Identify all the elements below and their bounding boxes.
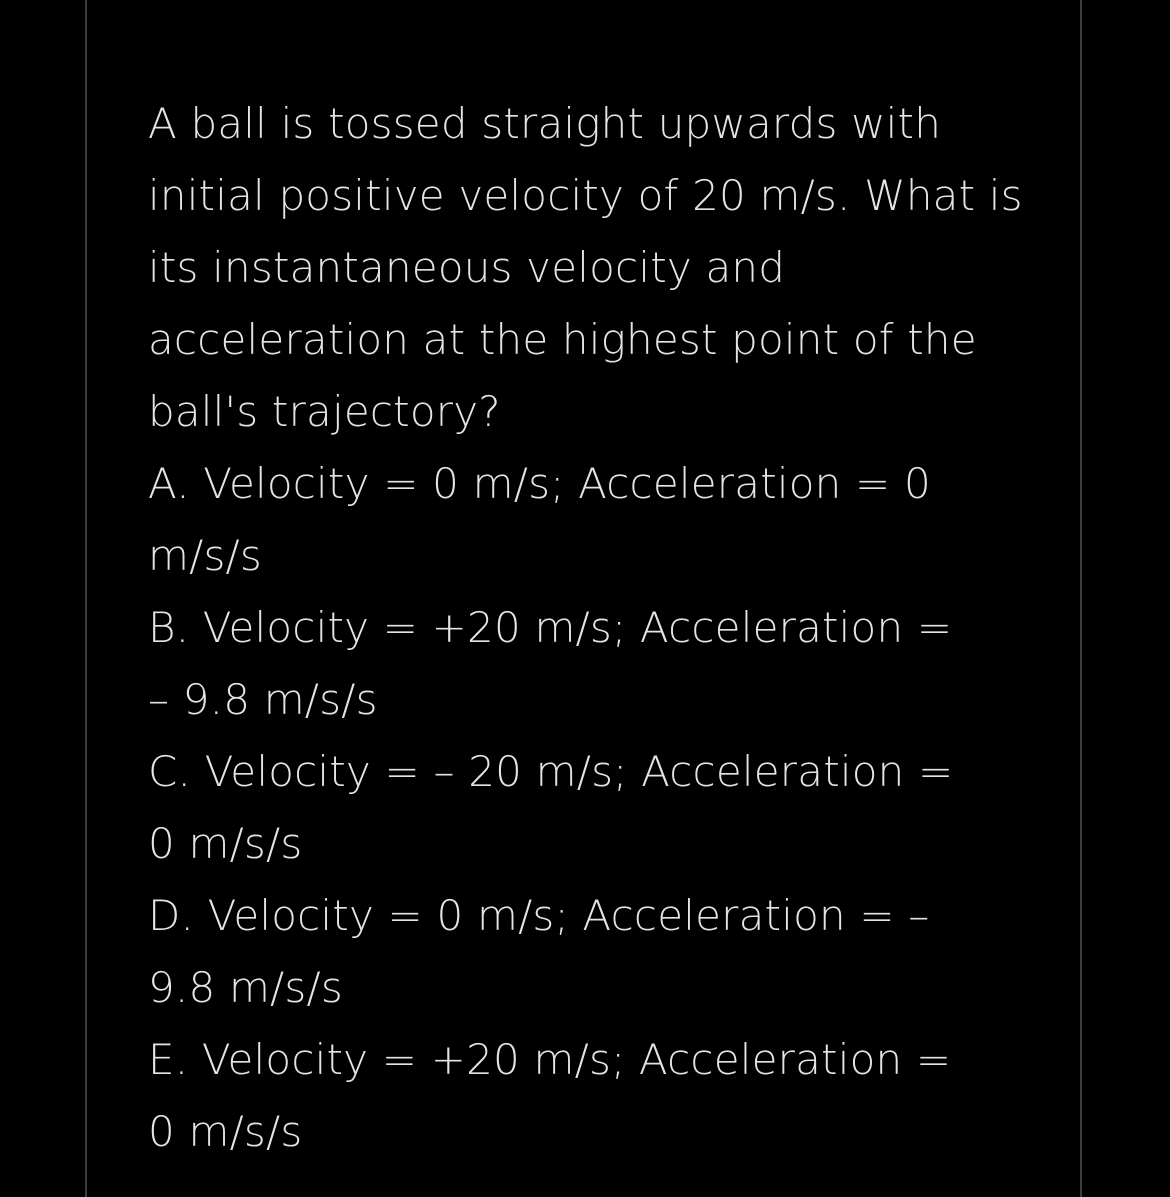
option-e[interactable]: E. Velocity = +20 m/s; Acceleration = 0 m/s/s [148,1035,952,1156]
option-c[interactable]: C. Velocity = – 20 m/s; Acceleration = 0 m/s/s [148,747,954,868]
option-a[interactable]: A. Velocity = 0 m/s; Acceleration = 0 m/s/s [148,459,931,580]
question-card [148,88,1038,1168]
option-b[interactable]: B. Velocity = +20 m/s; Acceleration = – 9.8 m/s/s [148,603,953,724]
question-text: A ball is tossed straight upwards with initial positive velocity of 20 m/s. What is its instantaneous velocity and acceleration at the highest point of the ball's trajectory? [148,99,1023,436]
option-d[interactable]: D. Velocity = 0 m/s; Acceleration = – 9.8 m/s/s [148,891,930,1012]
answer-options [148,448,1038,1168]
